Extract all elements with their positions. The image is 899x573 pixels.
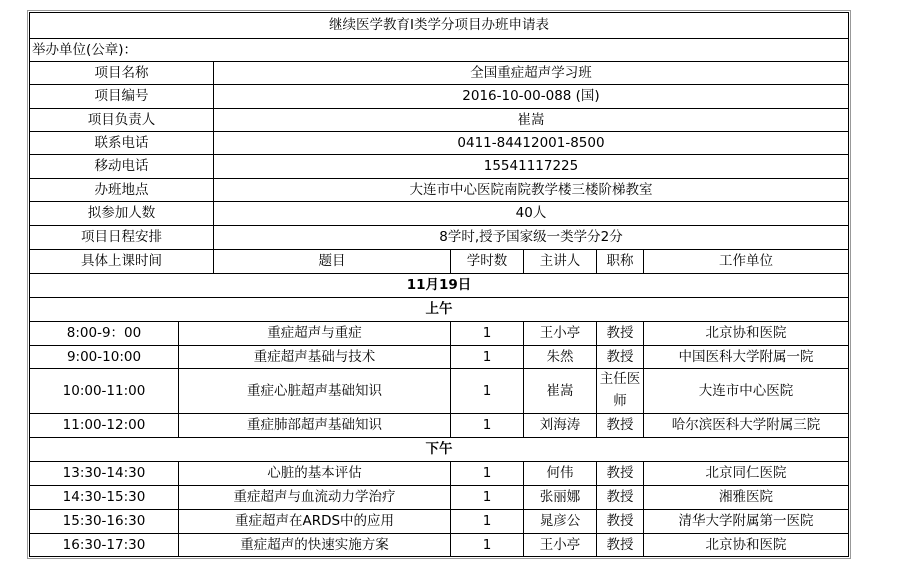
header-topic: 题目 xyxy=(214,250,451,273)
session-topic: 重症超声基础与技术 xyxy=(179,346,451,368)
header-speaker: 主讲人 xyxy=(524,250,597,273)
session-row xyxy=(30,462,848,486)
afternoon-label: 下午 xyxy=(425,441,453,458)
session-topic: 重症心脏超声基础知识 xyxy=(179,369,451,413)
session-speaker: 王小亭 xyxy=(524,322,597,345)
session-row xyxy=(30,510,848,534)
session-topic: 重症超声在ARDS中的应用 xyxy=(179,510,451,533)
session-time: 11:00-12:00 xyxy=(30,414,179,437)
form-title-row xyxy=(30,13,848,39)
info-value: 大连市中心医院南院教学楼三楼阶梯教室 xyxy=(409,181,653,198)
session-topic: 重症超声与重症 xyxy=(179,322,451,345)
session-unit: 北京协和医院 xyxy=(705,325,787,342)
info-row-phone xyxy=(30,132,848,155)
session-topic: 心脏的基本评估 xyxy=(179,462,451,485)
info-value: 全国重症超声学习班 xyxy=(470,64,592,81)
header-unit: 工作单位 xyxy=(719,253,773,270)
info-label: 拟参加人数 xyxy=(30,202,214,225)
info-row-mobile xyxy=(30,155,848,179)
session-speaker: 王小亭 xyxy=(524,534,597,556)
organizer-label: 举办单位(公章)： xyxy=(32,41,138,58)
session-row xyxy=(30,486,848,510)
session-row xyxy=(30,414,848,438)
session-time: 16:30-17:30 xyxy=(30,534,179,556)
info-value: 崔嵩 xyxy=(517,111,545,128)
info-label: 项目负责人 xyxy=(30,109,214,131)
date-label: 11月19日 xyxy=(406,277,472,294)
session-topic: 重症肺部超声基础知识 xyxy=(179,414,451,437)
info-row-location xyxy=(30,179,848,202)
session-row xyxy=(30,346,848,369)
session-hours: 1 xyxy=(451,346,524,368)
session-hours: 1 xyxy=(451,486,524,509)
info-label: 移动电话 xyxy=(30,155,214,178)
session-speaker: 张丽娜 xyxy=(524,486,597,509)
header-time: 具体上课时间 xyxy=(30,250,214,273)
date-row xyxy=(30,274,848,298)
session-hours: 1 xyxy=(451,369,524,413)
session-hours: 1 xyxy=(451,462,524,485)
info-row-project-leader xyxy=(30,109,848,132)
info-label: 联系电话 xyxy=(30,132,214,154)
session-unit: 北京同仁医院 xyxy=(705,465,787,482)
info-label: 办班地点 xyxy=(30,179,214,201)
session-time: 10:00-11:00 xyxy=(30,369,179,413)
morning-label: 上午 xyxy=(425,301,453,318)
session-title: 教授 xyxy=(597,510,644,533)
session-time: 13:30-14:30 xyxy=(30,462,179,485)
session-hours: 1 xyxy=(451,414,524,437)
application-form-table xyxy=(29,12,849,557)
session-speaker: 何伟 xyxy=(524,462,597,485)
session-hours: 1 xyxy=(451,510,524,533)
morning-row xyxy=(30,298,848,322)
info-value: 8学时,授予国家级一类学分2分 xyxy=(439,229,623,246)
session-speaker: 朱然 xyxy=(524,346,597,368)
session-row xyxy=(30,322,848,346)
afternoon-row xyxy=(30,438,848,462)
session-hours: 1 xyxy=(451,534,524,556)
session-title: 主任医师 xyxy=(597,369,644,413)
info-label: 项目日程安排 xyxy=(30,226,214,249)
form-title: 继续医学教育I类学分项目办班申请表 xyxy=(329,17,549,34)
session-topic: 重症超声的快速实施方案 xyxy=(179,534,451,556)
header-title: 职称 xyxy=(597,250,644,273)
session-title: 教授 xyxy=(597,462,644,485)
info-row-project-number xyxy=(30,85,848,109)
session-speaker: 崔嵩 xyxy=(524,369,597,413)
session-unit: 大连市中心医院 xyxy=(698,382,794,399)
info-value: 40人 xyxy=(515,205,547,222)
session-unit: 哈尔滨医科大学附属三院 xyxy=(671,417,821,434)
session-time: 9:00-10:00 xyxy=(30,346,179,368)
session-row xyxy=(30,369,848,414)
info-label: 项目名称 xyxy=(30,62,214,84)
session-time: 15:30-16:30 xyxy=(30,510,179,533)
session-unit: 北京协和医院 xyxy=(705,536,787,553)
session-time: 14:30-15:30 xyxy=(30,486,179,509)
info-row-schedule xyxy=(30,226,848,250)
session-time: 8:00-9：00 xyxy=(30,322,179,345)
info-row-attendees xyxy=(30,202,848,226)
session-unit: 湘雅医院 xyxy=(719,489,773,506)
session-speaker: 刘海涛 xyxy=(524,414,597,437)
info-label: 项目编号 xyxy=(30,85,214,108)
info-value: 0411-84412001-8500 xyxy=(457,134,605,151)
session-topic: 重症超声与血流动力学治疗 xyxy=(179,486,451,509)
session-hours: 1 xyxy=(451,322,524,345)
schedule-header-row xyxy=(30,250,848,274)
session-title: 教授 xyxy=(597,534,644,556)
info-value: 2016-10-00-088 (国) xyxy=(462,88,600,105)
session-speaker: 晁彦公 xyxy=(524,510,597,533)
header-hours: 学时数 xyxy=(451,250,524,273)
session-title: 教授 xyxy=(597,322,644,345)
info-value: 15541117225 xyxy=(483,158,579,175)
session-title: 教授 xyxy=(597,346,644,368)
session-row xyxy=(30,534,848,556)
session-unit: 中国医科大学附属一院 xyxy=(678,348,814,365)
session-title: 教授 xyxy=(597,486,644,509)
session-title: 教授 xyxy=(597,414,644,437)
info-row-project-name xyxy=(30,62,848,85)
organizer-row xyxy=(30,39,848,62)
session-unit: 清华大学附属第一医院 xyxy=(678,513,814,530)
